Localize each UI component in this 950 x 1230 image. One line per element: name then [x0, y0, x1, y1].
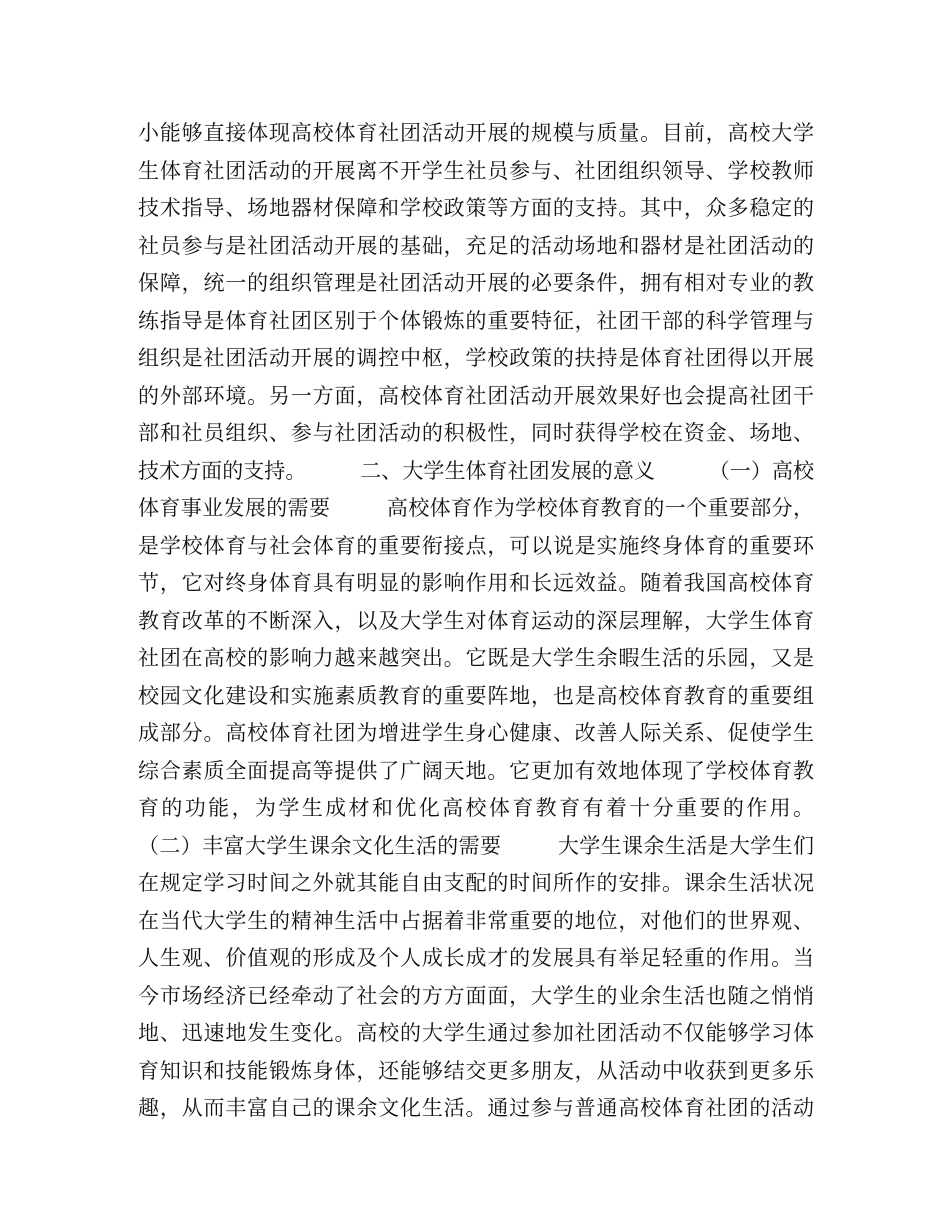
text-line: 体育事业发展的需要 高校体育作为学校体育教育的一个重要部分， [138, 496, 814, 520]
text-line: 组织是社团活动开展的调控中枢，学校政策的扶持是体育社团得以开展 [138, 346, 814, 370]
text-line: 趣，从而丰富自己的课余文化生活。通过参与普通高校体育社团的活动 [138, 1096, 814, 1120]
text-line: 节，它对终身体育具有明显的影响作用和长远效益。随着我国高校体育 [138, 571, 814, 595]
text-line: （二）丰富大学生课余文化生活的需要 大学生课余生活是大学生们 [138, 833, 814, 858]
text-line: 综合素质全面提高等提供了广阔天地。它更加有效地体现了学校体育教 [138, 758, 814, 783]
text-line: 小能够直接体现高校体育社团活动开展的规模与质量。目前，高校大学 [138, 121, 814, 145]
text-line: 教育改革的不断深入，以及大学生对体育运动的深层理解，大学生体育 [138, 608, 814, 633]
text-line: 社团在高校的影响力越来越突出。它既是大学生余暇生活的乐园，又是 [138, 646, 814, 670]
text-line: 地、迅速地发生变化。高校的大学生通过参加社团活动不仅能够学习体 [138, 1021, 814, 1045]
text-line: 的外部环境。另一方面，高校体育社团活动开展效果好也会提高社团干 [138, 383, 814, 408]
text-line: 今市场经济已经牵动了社会的方方面面，大学生的业余生活也随之悄悄 [138, 983, 814, 1008]
text-line: 成部分。高校体育社团为增进学生身心健康、改善人际关系、促使学生 [138, 721, 814, 745]
text-line: 保障，统一的组织管理是社团活动开展的必要条件，拥有相对专业的教 [138, 271, 814, 295]
text-line: 社员参与是社团活动开展的基础，充足的活动场地和器材是社团活动的 [138, 233, 814, 258]
text-line: 技术方面的支持。 二、大学生体育社团发展的意义 （一）高校 [138, 458, 814, 483]
text-line: 部和社员组织、参与社团活动的积极性，同时获得学校在资金、场地、 [138, 421, 814, 445]
text-line: 在规定学习时间之外就其能自由支配的时间所作的安排。课余生活状况 [138, 871, 814, 895]
text-line: 育的功能，为学生成材和优化高校体育教育有着十分重要的作用。 [138, 796, 814, 820]
text-line: 在当代大学生的精神生活中占据着非常重要的地位，对他们的世界观、 [138, 908, 814, 933]
body-text [138, 115, 814, 1128]
text-line: 是学校体育与社会体育的重要衔接点，可以说是实施终身体育的重要环 [138, 533, 814, 558]
text-line: 技术指导、场地器材保障和学校政策等方面的支持。其中，众多稳定的 [138, 196, 814, 220]
text-line: 校园文化建设和实施素质教育的重要阵地，也是高校体育教育的重要组 [138, 683, 814, 708]
text-line: 人生观、价值观的形成及个人成长成才的发展具有举足轻重的作用。当 [138, 946, 814, 970]
text-line: 练指导是体育社团区别于个体锻炼的重要特征，社团干部的科学管理与 [138, 308, 814, 333]
text-line: 生体育社团活动的开展离不开学生社员参与、社团组织领导、学校教师 [138, 158, 814, 183]
text-line: 育知识和技能锻炼身体，还能够结交更多朋友，从活动中收获到更多乐 [138, 1058, 814, 1083]
